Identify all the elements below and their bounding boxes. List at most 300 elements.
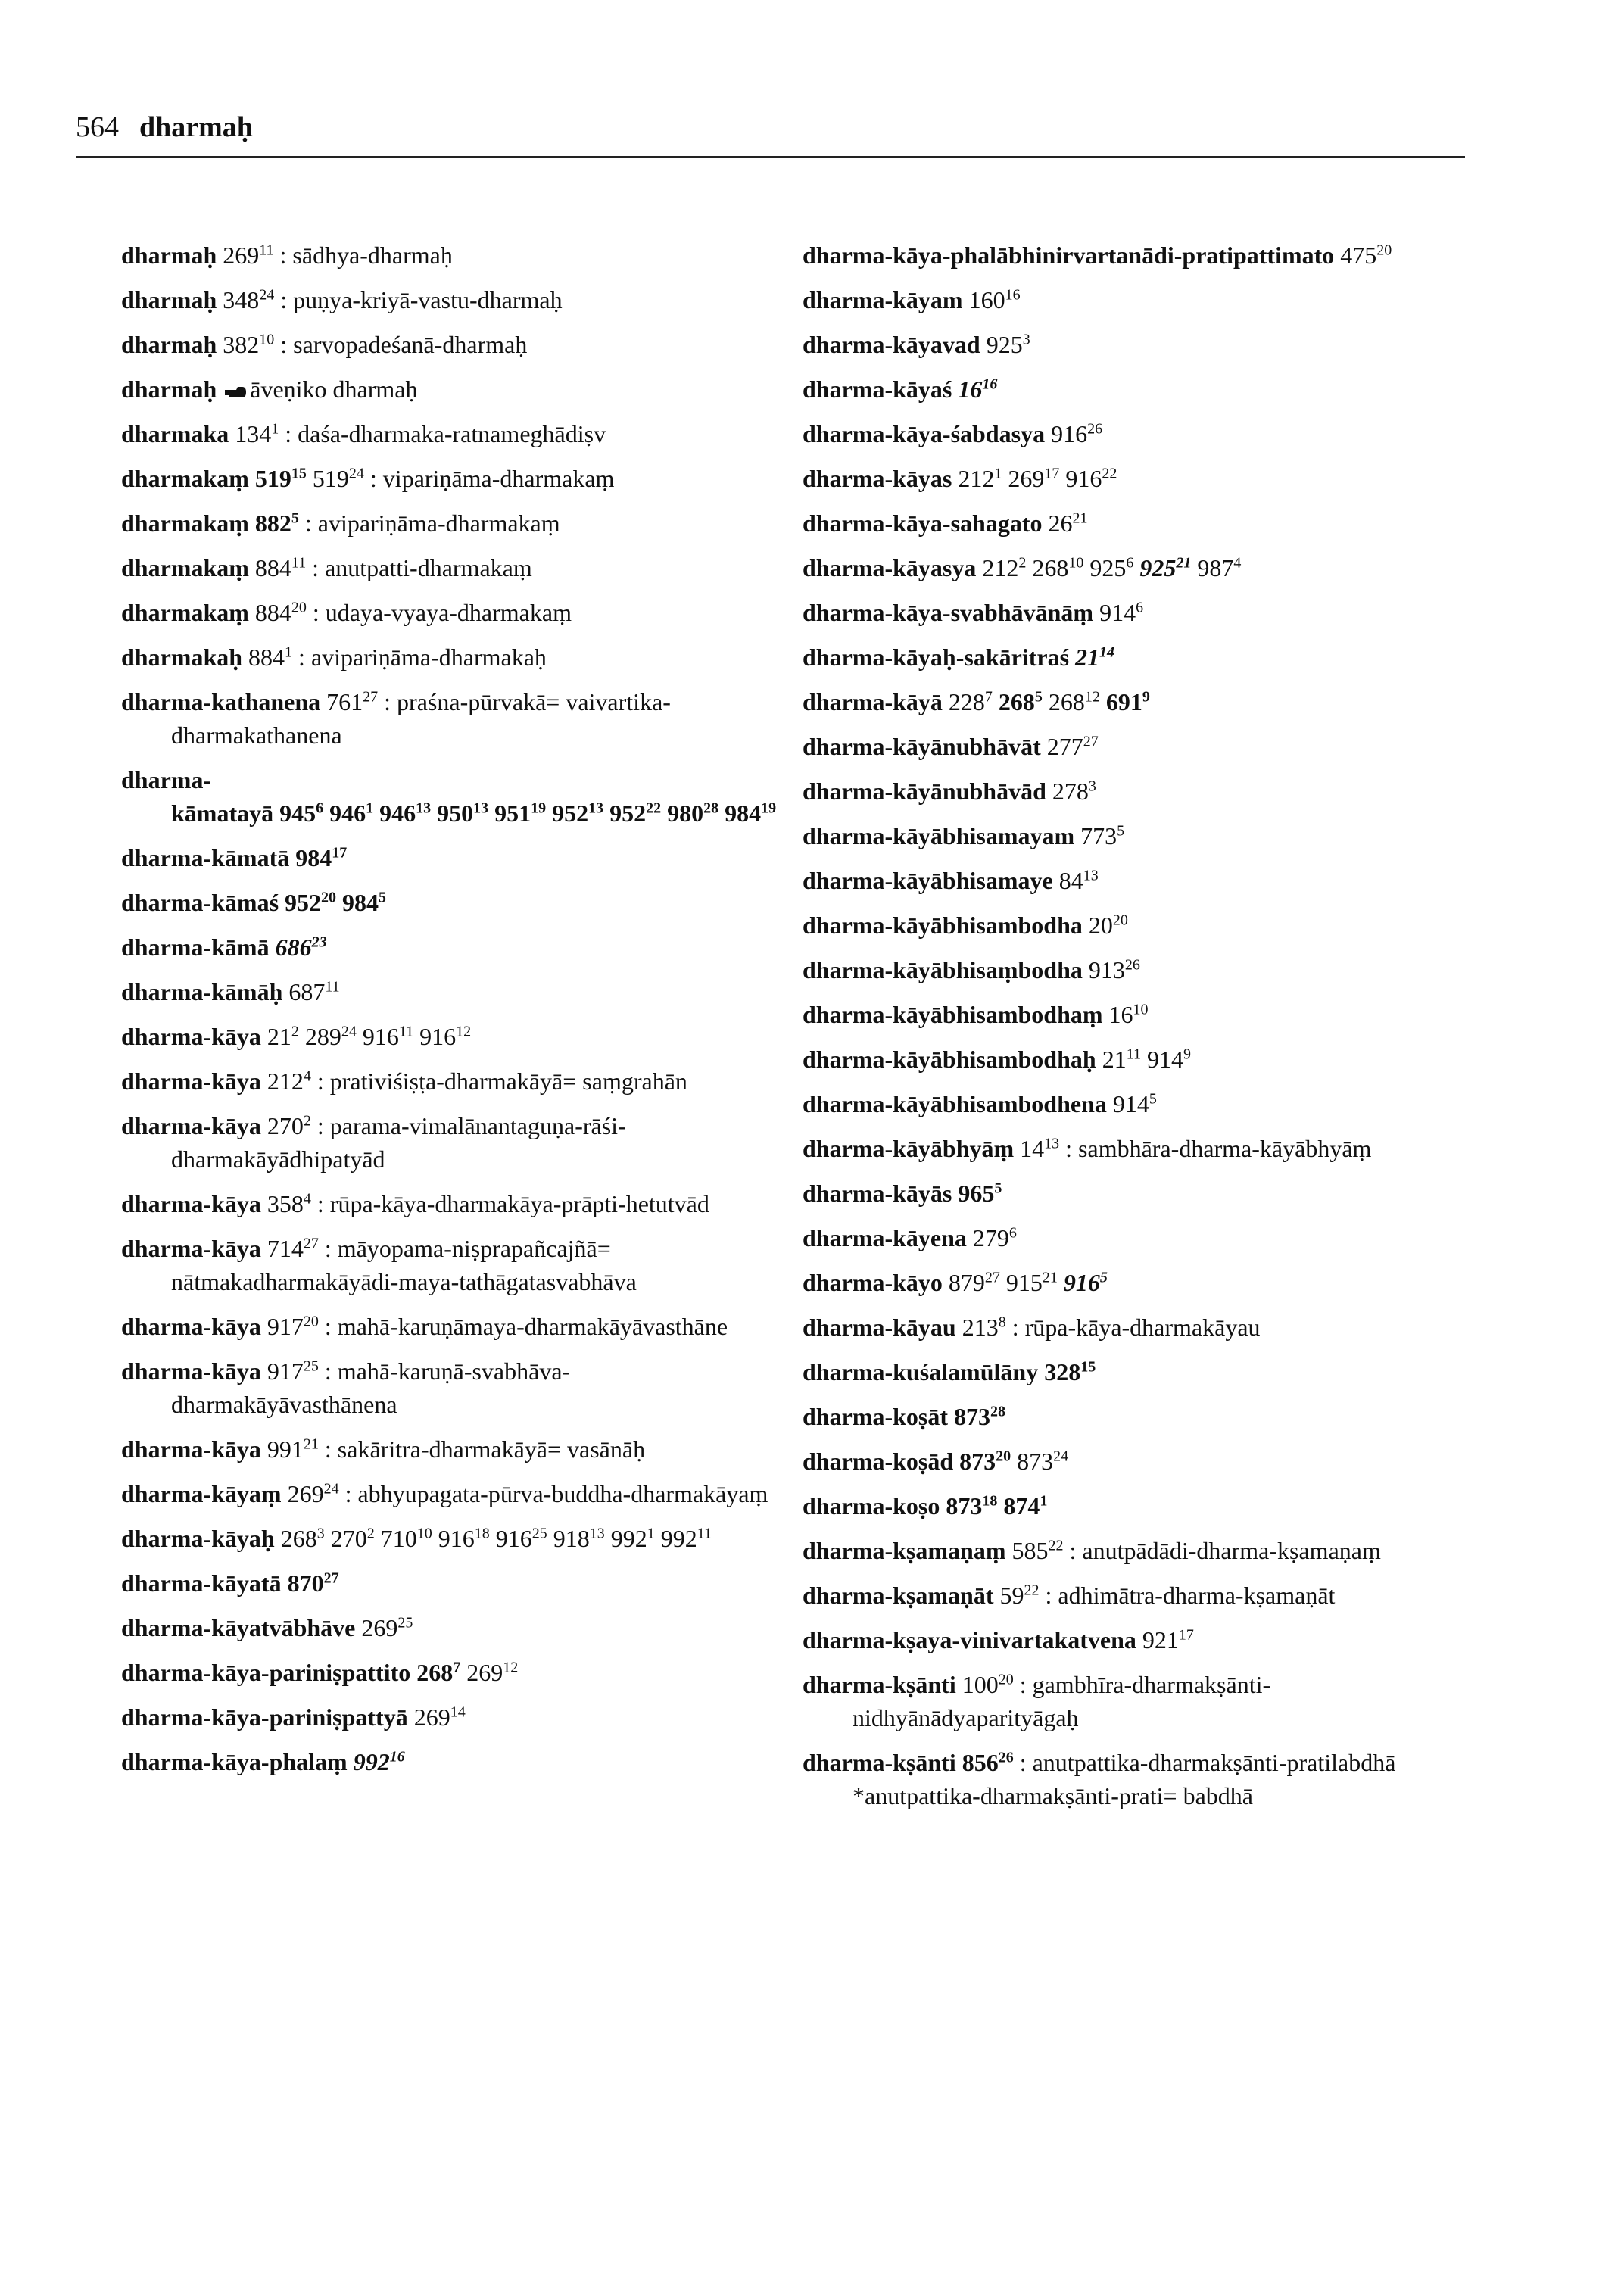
headword: dharma-kāyena (803, 1224, 967, 1251)
page-reference (267, 1023, 299, 1050)
headword: dharma-kāyānubhāvāt (803, 733, 1041, 760)
index-entry (121, 417, 787, 450)
index-entry (121, 1232, 787, 1298)
reference-line: 22 (1024, 1582, 1040, 1599)
page-reference (414, 1703, 466, 1731)
reference-page: 59 (999, 1582, 1024, 1609)
reference-line: 25 (303, 1357, 319, 1375)
page-reference (1080, 822, 1124, 849)
index-entry (121, 886, 787, 919)
entry-gloss: : māyopama-niṣprapañcajñā= nātmakadharmakāyādi-maya-tathāgatasvabhāva (171, 1235, 637, 1295)
reference-page: 873 (959, 1448, 996, 1475)
reference-line: 21 (303, 1435, 319, 1453)
reference-line: 10 (1068, 554, 1084, 572)
index-entry (121, 1477, 787, 1510)
reference-line: 28 (703, 799, 719, 817)
page-reference (1049, 688, 1100, 715)
page-reference (326, 688, 378, 715)
index-entry (803, 1445, 1469, 1478)
reference-line: 5 (1149, 1090, 1157, 1108)
page-reference (962, 1749, 1014, 1776)
entry-gloss: : anutpādādi-dharma-kṣamaṇaṃ (1069, 1537, 1381, 1564)
reference-line: 22 (646, 799, 662, 817)
page-reference (969, 286, 1021, 313)
index-entry (121, 283, 787, 316)
entry-gloss: : mahā-karuṇāmaya-dharmakāyāvasthāne (324, 1313, 728, 1340)
index-entry (121, 238, 787, 272)
reference-line: 26 (1124, 956, 1140, 974)
headword: dharma-kāyābhisamayam (803, 822, 1075, 849)
page-reference (235, 420, 279, 447)
page-reference (419, 1023, 471, 1050)
index-entry (121, 1611, 787, 1644)
reference-line: 21 (1176, 554, 1192, 572)
reference-page: 270 (330, 1525, 367, 1552)
reference-line: 24 (341, 1023, 357, 1040)
index-entry (803, 596, 1469, 629)
index-entry (803, 238, 1469, 272)
headword: dharma-kāyau (803, 1314, 956, 1341)
reference-line: 20 (1112, 912, 1128, 929)
headword: dharmakaṃ (121, 554, 249, 581)
reference-page: 873 (954, 1403, 991, 1430)
page-reference (987, 331, 1030, 358)
reference-page: 14 (1020, 1135, 1045, 1162)
reference-page: 856 (962, 1749, 999, 1776)
reference-page: 269 (466, 1659, 503, 1686)
page-reference (342, 889, 386, 916)
headword: dharma-kāyaś (803, 376, 952, 403)
page-reference (553, 1525, 605, 1552)
reference-line: 12 (1084, 688, 1100, 706)
reference-line: 23 (311, 933, 327, 951)
reference-page: 358 (267, 1190, 304, 1217)
entry-gloss: : rūpa-kāya-dharmakāyau (1011, 1314, 1261, 1341)
reference-page: 874 (1003, 1492, 1040, 1519)
page-reference (1006, 1269, 1058, 1296)
page-reference (494, 799, 546, 827)
page-reference (438, 1525, 490, 1552)
page-reference (361, 1614, 413, 1641)
reference-line: 11 (325, 978, 340, 996)
reference-page: 916 (438, 1525, 475, 1552)
headword: dharma-kāya-śabdasya (803, 420, 1046, 447)
index-entry (121, 1432, 787, 1466)
page-reference (1065, 465, 1117, 492)
reference-page: 687 (288, 978, 326, 1005)
index-entry (803, 1746, 1469, 1812)
page-reference (1109, 1001, 1149, 1028)
reference-page: 884 (254, 599, 291, 626)
page-reference (946, 1492, 997, 1519)
reference-page: 925 (1139, 554, 1177, 581)
reference-line: 13 (588, 799, 604, 817)
page-reference (1139, 554, 1191, 581)
reference-line: 27 (1083, 733, 1099, 750)
reference-page: 992 (610, 1525, 647, 1552)
page-reference (1020, 1135, 1059, 1162)
reference-page: 925 (986, 331, 1023, 358)
page-reference (267, 1357, 319, 1385)
reference-page: 773 (1080, 822, 1117, 849)
reference-line: 12 (503, 1659, 519, 1676)
page-reference (667, 799, 718, 827)
page-reference (973, 1224, 1017, 1251)
reference-page: 946 (379, 799, 416, 827)
reference-line: 27 (323, 1569, 339, 1587)
reference-line: 6 (1136, 599, 1144, 616)
page-reference (354, 1748, 405, 1775)
reference-page: 212 (982, 554, 1019, 581)
reference-line: 11 (291, 554, 307, 572)
reference-line: 5 (1117, 822, 1125, 840)
headword: dharma-kāya-svabhāvānāṃ (803, 599, 1094, 626)
index-entry (121, 596, 787, 629)
headword: dharma-kāmā (121, 933, 270, 961)
headword: dharma-kāya (121, 1357, 261, 1385)
headword: dharma-kāyatvābhāve (121, 1614, 356, 1641)
reference-line: 13 (416, 799, 432, 817)
index-entry (803, 551, 1469, 584)
index-entry (803, 1266, 1469, 1299)
headword: dharma-kāya-sahagato (803, 510, 1043, 537)
reference-line: 28 (990, 1403, 1006, 1420)
entry-gloss: : rūpa-kāya-dharmakāya-prāpti-hetutvād (316, 1190, 709, 1217)
reference-page: 382 (223, 331, 260, 358)
reference-page: 952 (285, 889, 322, 916)
headword: dharmakaṃ (121, 510, 249, 537)
index-entry (121, 462, 787, 495)
headword: dharma-kṣamaṇaṃ (803, 1537, 1006, 1564)
index-entry (121, 841, 787, 874)
headword: dharma-kāya (121, 1313, 261, 1340)
headword: dharma-kāyatā (121, 1569, 282, 1597)
reference-page: 160 (968, 286, 1005, 313)
index-entry (121, 641, 787, 674)
index-entry (803, 1400, 1469, 1433)
reference-line: 7 (984, 688, 993, 706)
headword: dharma-kāyo (803, 1269, 943, 1296)
page-reference (1044, 1358, 1096, 1385)
reference-line: 2 (303, 1112, 311, 1130)
headword: dharmaḥ (121, 286, 217, 313)
page-reference (982, 554, 1026, 581)
page-reference (962, 1314, 1006, 1341)
page-reference (331, 1525, 375, 1552)
index-entry (121, 1109, 787, 1176)
reference-line: 10 (416, 1525, 432, 1542)
headword: dharma-kāyābhisambodhaṃ (803, 1001, 1103, 1028)
reference-line: 6 (316, 799, 324, 817)
page-reference (288, 978, 339, 1005)
headword: dharmakaḥ (121, 644, 243, 671)
reference-line: 1 (285, 644, 293, 661)
index-entry (121, 1700, 787, 1734)
entry-gloss: : puṇya-kriyā-vastu-dharmaḥ (280, 286, 563, 313)
reference-line: 27 (984, 1269, 1000, 1286)
page-reference (609, 799, 661, 827)
page-reference (949, 688, 993, 715)
reference-page: 26 (1048, 510, 1073, 537)
reference-page: 916 (1051, 420, 1088, 447)
page-reference (1089, 554, 1133, 581)
headword: dharma-kṣānti (803, 1749, 956, 1776)
entry-gloss: : adhimātra-dharma-kṣamaṇāt (1045, 1582, 1336, 1609)
reference-page: 585 (1011, 1537, 1049, 1564)
reference-page: 884 (254, 554, 291, 581)
reference-line: 9 (1142, 688, 1150, 706)
pointing-hand-icon (224, 385, 247, 399)
reference-page: 269 (413, 1703, 450, 1731)
reference-page: 980 (667, 799, 704, 827)
reference-line: 21 (1072, 510, 1088, 527)
headword: dharma-kāyānubhāvād (803, 778, 1046, 805)
headword: dharma-kāya (121, 1435, 261, 1463)
index-entry (121, 1064, 787, 1098)
page-reference (1089, 912, 1128, 939)
reference-page: 946 (329, 799, 366, 827)
index-entry (121, 1187, 787, 1220)
reference-page: 916 (419, 1023, 457, 1050)
page-reference (1099, 599, 1143, 626)
reference-line: 5 (379, 889, 387, 906)
index-entry (121, 551, 787, 584)
page-reference (1089, 956, 1140, 983)
reference-page: 918 (553, 1525, 590, 1552)
page-reference (267, 1068, 311, 1095)
index-entry (803, 1355, 1469, 1389)
page-reference (1052, 778, 1096, 805)
index-entry (803, 953, 1469, 986)
page-reference (954, 1403, 1005, 1430)
page-reference (496, 1525, 547, 1552)
reference-line: 17 (1044, 465, 1060, 482)
reference-page: 710 (380, 1525, 417, 1552)
reference-page: 691 (1105, 688, 1142, 715)
reference-line: 4 (1233, 554, 1242, 572)
reference-line: 1 (647, 1525, 655, 1542)
page-reference (248, 644, 292, 671)
page-reference (437, 799, 488, 827)
index-entry (803, 1221, 1469, 1255)
page-reference (949, 1269, 1000, 1296)
headword: dharmaḥ (121, 242, 217, 269)
reference-page: 991 (267, 1435, 304, 1463)
page-reference (288, 1480, 339, 1507)
headword: dharma-kāyaṃ (121, 1480, 282, 1507)
index-entry (803, 998, 1469, 1031)
reference-line: 24 (1053, 1448, 1069, 1465)
reference-line: 25 (531, 1525, 547, 1542)
reference-page: 519 (312, 465, 349, 492)
headword: dharma-kāyās (803, 1180, 952, 1207)
index-entry (803, 819, 1469, 852)
reference-page: 270 (267, 1112, 304, 1139)
headword: dharma-kāyas (803, 465, 952, 492)
entry-gloss: : praśna-pūrvakā= vaivartika-dharmakathanena (171, 688, 671, 749)
index-entry (803, 1623, 1469, 1657)
reference-page: 921 (1142, 1626, 1179, 1653)
index-entry (121, 1522, 787, 1555)
reference-line: 2 (1018, 554, 1027, 572)
reference-line: 4 (303, 1190, 311, 1208)
reference-line: 12 (456, 1023, 472, 1040)
reference-line: 3 (1088, 778, 1096, 795)
headword: dharma-kāyaḥ-sakāritraś (803, 644, 1070, 671)
headword: dharma-kāyaḥ (121, 1525, 275, 1552)
reference-line: 24 (348, 465, 364, 482)
reference-line: 13 (1083, 867, 1099, 884)
entry-gloss: : mahā-karuṇā-svabhāva-dharmakāyāvasthānena (171, 1357, 571, 1418)
reference-page: 879 (948, 1269, 985, 1296)
reference-line: 15 (1080, 1358, 1096, 1376)
page-reference (223, 331, 274, 358)
page-reference (267, 1235, 319, 1262)
headword: dharma-kāyābhisambodha (803, 912, 1083, 939)
reference-page: 984 (725, 799, 762, 827)
index-entry (121, 1745, 787, 1778)
page-reference (379, 799, 431, 827)
page-reference (279, 799, 323, 827)
headword: dharma-kāya-phalābhinirvartanādi-pratipattimato (803, 242, 1335, 269)
page-reference (1003, 1492, 1047, 1519)
headword: dharma-kuśalamūlāny (803, 1358, 1039, 1385)
reference-line: 20 (998, 1671, 1014, 1688)
index-entry (121, 1310, 787, 1343)
reference-page: 873 (1017, 1448, 1054, 1475)
headword: dharma-kathanena (121, 688, 321, 715)
index-entry (121, 975, 787, 1008)
index-entry (121, 1656, 787, 1689)
headword: dharma-kāyasya (803, 554, 977, 581)
reference-line: 26 (998, 1749, 1014, 1766)
headword: dharmaka (121, 420, 229, 447)
reference-page: 16 (1108, 1001, 1133, 1028)
headword: dharmaḥ (121, 331, 217, 358)
reference-page: 965 (958, 1180, 995, 1207)
index-entry (803, 909, 1469, 942)
page-reference (329, 799, 373, 827)
page-reference (223, 286, 274, 313)
reference-line: 22 (1102, 465, 1117, 482)
reference-line: 16 (1005, 286, 1021, 304)
reference-line: 6 (1008, 1224, 1017, 1242)
reference-page: 913 (1088, 956, 1125, 983)
page-reference (305, 1023, 357, 1050)
entry-gloss: : gambhīra-dharmakṣānti-nidhyānādyaparityāgaḥ (853, 1671, 1271, 1731)
page-reference (1051, 420, 1102, 447)
index-entry (803, 1579, 1469, 1612)
reference-line: 1 (1040, 1492, 1048, 1510)
index-entry (121, 930, 787, 964)
reference-page: 870 (287, 1569, 324, 1597)
page-reference (276, 933, 327, 961)
reference-line: 7 (453, 1659, 461, 1676)
reference-line: 25 (397, 1614, 413, 1632)
reference-page: 914 (1112, 1090, 1149, 1117)
reference-page: 328 (1044, 1358, 1081, 1385)
headword: dharma-kāya-pariniṣpattyā (121, 1703, 408, 1731)
index-entry (803, 1177, 1469, 1210)
reference-page: 519 (254, 465, 291, 492)
headword: dharma-kāya (121, 1023, 261, 1050)
index-entry (803, 1534, 1469, 1567)
headword: dharma-kāyā (803, 688, 943, 715)
page-reference (1048, 510, 1087, 537)
reference-page: 278 (1052, 778, 1089, 805)
reference-line: 1 (366, 799, 374, 817)
reference-page: 686 (275, 933, 312, 961)
reference-page: 951 (494, 799, 531, 827)
headword: dharma-koṣāt (803, 1403, 949, 1430)
headword: dharma-kṣamaṇāt (803, 1582, 994, 1609)
right-column (803, 238, 1469, 1824)
reference-line: 10 (259, 331, 275, 348)
index-entry (803, 1087, 1469, 1121)
reference-page: 277 (1046, 733, 1083, 760)
index-entry (121, 1020, 787, 1053)
reference-page: 950 (437, 799, 474, 827)
reference-page: 916 (1063, 1269, 1100, 1296)
reference-line: 26 (1087, 420, 1103, 438)
reference-page: 761 (326, 688, 363, 715)
reference-page: 475 (1340, 242, 1377, 269)
index-entry (121, 1566, 787, 1600)
reference-page: 952 (552, 799, 589, 827)
index-entry (803, 775, 1469, 808)
reference-page: 916 (495, 1525, 532, 1552)
page-reference (1008, 465, 1059, 492)
headword: dharma-koṣād (803, 1448, 954, 1475)
index-entry (121, 506, 787, 540)
reference-line: 24 (259, 286, 275, 304)
reference-page: 884 (248, 644, 285, 671)
headword: dharma-kāya (121, 1235, 261, 1262)
headword: dharma-kāyābhisambodhena (803, 1090, 1107, 1117)
index-entry (803, 1132, 1469, 1165)
reference-page: 269 (287, 1480, 324, 1507)
reference-line: 3 (316, 1525, 325, 1542)
reference-page: 992 (660, 1525, 697, 1552)
reference-line: 27 (303, 1235, 319, 1252)
page-reference (267, 1435, 319, 1463)
reference-line: 18 (474, 1525, 490, 1542)
headword: dharma-kṣaya-vinivartakatvena (803, 1626, 1136, 1653)
page-reference (363, 1023, 413, 1050)
page-reference (381, 1525, 432, 1552)
index-entry (803, 372, 1469, 406)
reference-page: 84 (1058, 867, 1083, 894)
reference-page: 213 (962, 1314, 999, 1341)
reference-page: 21 (1075, 644, 1100, 671)
page-reference (1017, 1448, 1068, 1475)
reference-line: 19 (531, 799, 547, 817)
reference-page: 268 (1032, 554, 1069, 581)
page-reference (267, 1313, 319, 1340)
reference-page: 212 (267, 1068, 304, 1095)
headword: dharma-kāya (121, 1190, 261, 1217)
headword: dharma-kāmatā (121, 844, 290, 871)
page-reference (267, 1112, 311, 1139)
reference-page: 212 (958, 465, 995, 492)
page-reference (1047, 733, 1099, 760)
reference-page: 925 (1089, 554, 1127, 581)
reference-page: 914 (1099, 599, 1136, 626)
index-entry (803, 641, 1469, 674)
reference-line: 11 (1126, 1046, 1141, 1063)
index-entry (803, 328, 1469, 361)
running-head: dharmaḥ (139, 111, 253, 143)
